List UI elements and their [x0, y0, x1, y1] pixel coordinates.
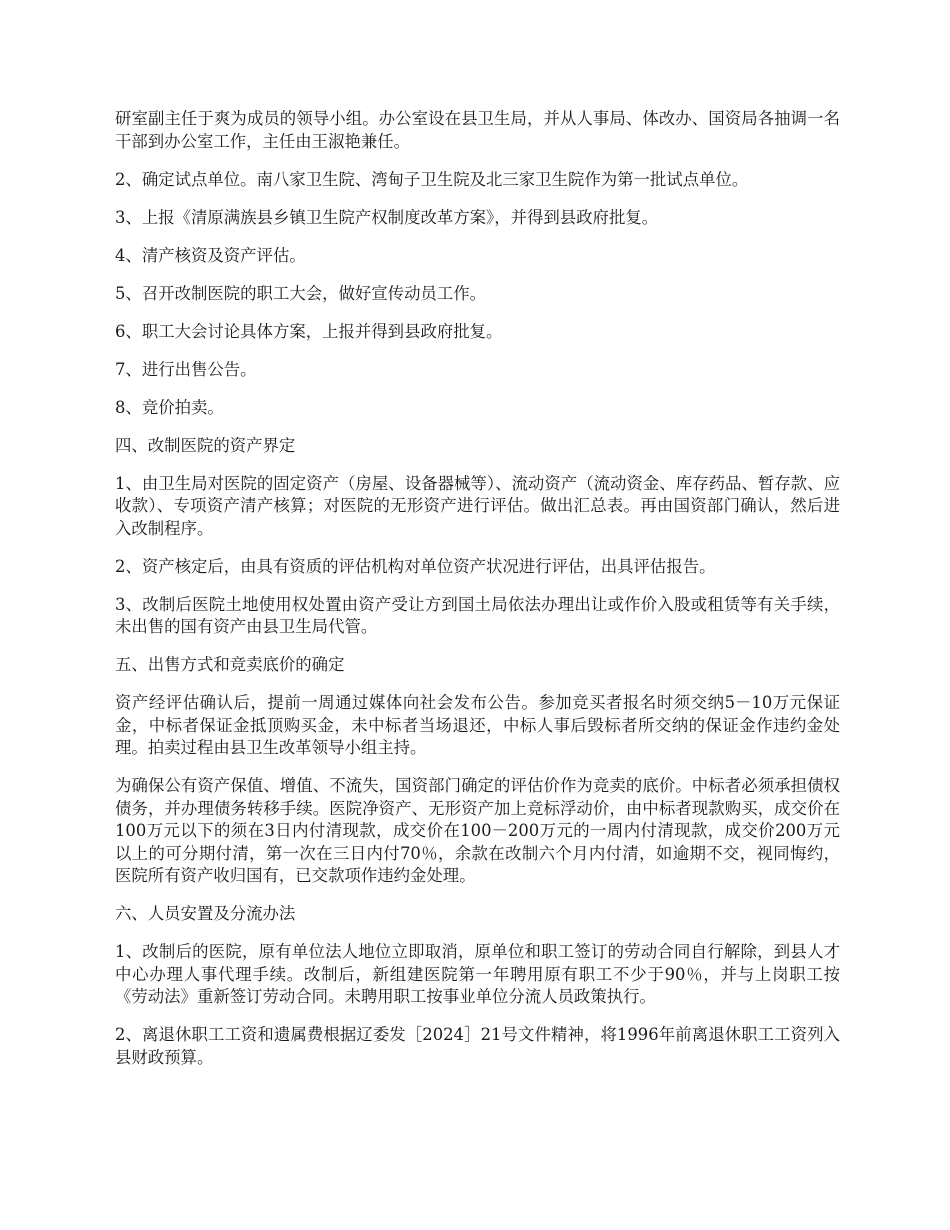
- paragraph-asset-3: 3、改制后医院土地使用权处置由资产受让方到国土局依法办理出让或作价入股或租赁等有关手续，未出售的国有资产由县卫生局代管。: [115, 594, 840, 636]
- paragraph-staff-1: 1、改制后的医院，原有单位法人地位立即取消，原单位和职工签订的劳动合同自行解除，到县人才中心办理人事代理手续。改制后，新组建医院第一年聘用原有职工不少于90％，并与上岗职工按《劳动法》重新签订劳动合同。未聘用职工按事业单位分流人员政策执行。: [115, 942, 840, 1006]
- paragraph-step-5: 5、召开改制医院的职工大会，做好宣传动员工作。: [115, 283, 487, 303]
- paragraph-step-6: 6、职工大会讨论具体方案，上报并得到县政府批复。: [115, 321, 503, 341]
- paragraph-reserve-price: 为确保公有资产保值、增值、不流失，国资部门确定的评估价作为竞卖的底价。中标者必须承担债权债务，并办理债务转移手续。医院净资产、无形资产加上竞标浮动价，由中标者现款购买，成交价在100万元以下的须在3日内付清现款，成交价在100－200万元的一周内付清现款，成交价200万元以上的可分期付清，第一次在三日内付70％，余款在改制六个月内付清，如逾期不交，视同悔约，医院所有资产收归国有，已交款项作违约金处理。: [115, 776, 840, 885]
- section-heading-asset-definition: 四、改制医院的资产界定: [115, 435, 296, 455]
- paragraph-sale-announcement: 资产经评估确认后，提前一周通过媒体向社会发布公告。参加竞买者报名时须交纳5－10万元保证金，中标者保证金抵顶购买金，未中标者当场退还，中标人事后毁标者所交纳的保证金作违约金处理。拍卖过程由县卫生改革领导小组主持。: [115, 693, 840, 757]
- document-body: [115, 108, 840, 1085]
- paragraph-step-2: 2、确定试点单位。南八家卫生院、湾甸子卫生院及北三家卫生院作为第一批试点单位。: [115, 169, 749, 189]
- paragraph-step-8: 8、竞价拍卖。: [115, 397, 224, 417]
- paragraph-step-3: 3、上报《清原满族县乡镇卫生院产权制度改革方案》，并得到县政府批复。: [115, 207, 659, 227]
- paragraph-leading-group: 研室副主任于爽为成员的领导小组。办公室设在县卫生局，并从人事局、体改办、国资局各抽调一名干部到办公室工作，主任由王淑艳兼任。: [115, 109, 840, 151]
- paragraph-asset-2: 2、资产核定后，由具有资质的评估机构对单位资产状况进行评估，出具评估报告。: [115, 556, 716, 576]
- paragraph-staff-2: 2、离退休职工工资和遗属费根据辽委发［2024］21号文件精神，将1996年前离退休职工工资列入县财政预算。: [115, 1025, 840, 1067]
- paragraph-step-4: 4、清产核资及资产评估。: [115, 245, 306, 265]
- section-heading-staff-placement: 六、人员安置及分流办法: [115, 904, 296, 923]
- paragraph-step-7: 7、进行出售公告。: [115, 359, 257, 379]
- section-heading-sale-method: 五、出售方式和竞卖底价的确定: [115, 655, 345, 674]
- paragraph-asset-1: 1、由卫生局对医院的固定资产（房屋、设备器械等）、流动资产（流动资金、库存药品、暂存款、应收款）、专项资产清产核算；对医院的无形资产进行评估。做出汇总表。再由国资部门确认，然后进入改制程序。: [115, 473, 840, 538]
